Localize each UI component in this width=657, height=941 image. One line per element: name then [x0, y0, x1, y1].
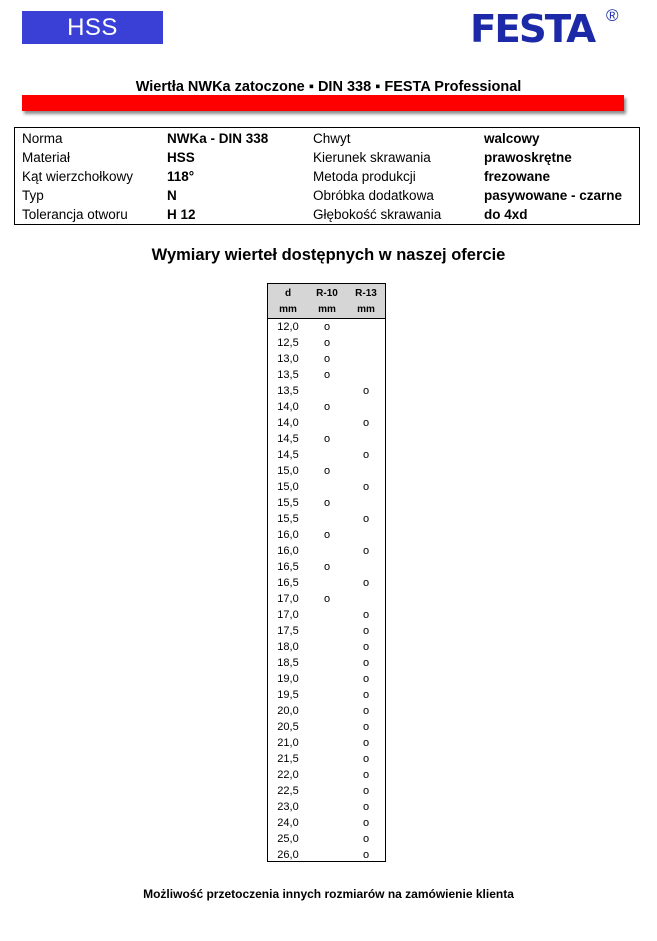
- spec-value: HSS: [167, 150, 195, 165]
- diameter-cell: 16,0: [277, 529, 299, 541]
- diameter-cell: 20,0: [277, 705, 299, 717]
- specifications-table: [14, 127, 640, 225]
- r13-cell: o: [362, 705, 370, 717]
- table-row: [268, 479, 385, 495]
- diameter-cell: 18,5: [277, 657, 299, 669]
- table-row: [268, 447, 385, 463]
- spec-value: frezowane: [484, 169, 551, 184]
- table-row: [268, 607, 385, 623]
- table-row: [268, 623, 385, 639]
- spec-row: [15, 205, 639, 224]
- diameter-cell: 22,5: [277, 785, 299, 797]
- diameter-cell: 21,0: [277, 737, 299, 749]
- diameter-cell: 17,5: [277, 625, 299, 637]
- table-row: [268, 767, 385, 783]
- r13-cell: o: [362, 833, 370, 845]
- spec-label: Metoda produkcji: [313, 169, 416, 184]
- diameter-cell: 26,0: [277, 849, 299, 861]
- spec-value: prawoskrętne: [484, 150, 572, 165]
- table-row: [268, 671, 385, 687]
- spec-label: Materiał: [22, 150, 71, 165]
- table-row: [268, 831, 385, 847]
- r13-cell: o: [362, 849, 370, 861]
- diameter-cell: 17,0: [277, 593, 299, 605]
- r13-cell: o: [362, 481, 370, 493]
- table-row: [268, 463, 385, 479]
- spec-label: Typ: [22, 188, 44, 203]
- diameter-cell: 21,5: [277, 753, 299, 765]
- diameter-cell: 23,0: [277, 801, 299, 813]
- header-r10: R-10: [316, 288, 338, 299]
- r10-cell: o: [323, 337, 331, 349]
- r13-cell: o: [362, 577, 370, 589]
- table-row: [268, 655, 385, 671]
- r13-cell: o: [362, 449, 370, 461]
- table-row: [268, 799, 385, 815]
- table-row: [268, 719, 385, 735]
- r10-cell: o: [323, 465, 331, 477]
- table-row: [268, 527, 385, 543]
- diameter-cell: 25,0: [277, 833, 299, 845]
- diameter-cell: 12,0: [277, 321, 299, 333]
- r13-cell: o: [362, 545, 370, 557]
- r10-cell: o: [323, 353, 331, 365]
- spec-value: do 4xd: [484, 207, 528, 222]
- diameter-cell: 16,0: [277, 545, 299, 557]
- table-row: [268, 367, 385, 383]
- r13-cell: o: [362, 641, 370, 653]
- r13-cell: o: [362, 689, 370, 701]
- table-row: [268, 591, 385, 607]
- table-row: [268, 847, 385, 863]
- table-row: [268, 431, 385, 447]
- spec-row: [15, 167, 639, 186]
- diameter-cell: 14,0: [277, 417, 299, 429]
- r13-cell: o: [362, 721, 370, 733]
- table-row: [268, 735, 385, 751]
- diameter-cell: 15,0: [277, 481, 299, 493]
- r10-cell: o: [323, 401, 331, 413]
- r13-cell: o: [362, 417, 370, 429]
- spec-row: [15, 148, 639, 167]
- diameter-cell: 15,5: [277, 513, 299, 525]
- dimensions-table: [267, 283, 386, 862]
- r13-cell: o: [362, 513, 370, 525]
- diameter-cell: 24,0: [277, 817, 299, 829]
- table-row: [268, 319, 385, 335]
- diameter-cell: 15,5: [277, 497, 299, 509]
- r10-cell: o: [323, 433, 331, 445]
- table-row: [268, 335, 385, 351]
- table-row: [268, 399, 385, 415]
- r10-cell: o: [323, 321, 331, 333]
- spec-row: [15, 186, 639, 205]
- diameter-cell: 13,5: [277, 385, 299, 397]
- spec-value: NWKa - DIN 338: [167, 131, 269, 146]
- spec-label: Norma: [22, 131, 63, 146]
- footer-note: Możliwość przetoczenia innych rozmiarów na zamówienie klienta: [143, 887, 514, 901]
- table-row: [268, 703, 385, 719]
- r10-cell: o: [323, 593, 331, 605]
- table-row: [268, 559, 385, 575]
- r13-cell: o: [362, 385, 370, 397]
- festa-logo: [470, 6, 630, 50]
- title-underline-bar: [22, 95, 624, 111]
- diameter-cell: 12,5: [277, 337, 299, 349]
- table-row: [268, 383, 385, 399]
- table-row: [268, 543, 385, 559]
- r13-cell: o: [362, 817, 370, 829]
- header-r10-unit: mm: [318, 304, 336, 315]
- table-row: [268, 783, 385, 799]
- diameter-cell: 14,5: [277, 433, 299, 445]
- spec-value: N: [167, 188, 177, 203]
- r13-cell: o: [362, 753, 370, 765]
- diameter-cell: 14,0: [277, 401, 299, 413]
- table-row: [268, 351, 385, 367]
- r10-cell: o: [323, 369, 331, 381]
- logo-wordmark: FESTA: [470, 7, 595, 51]
- r10-cell: o: [323, 561, 331, 573]
- r10-cell: o: [323, 497, 331, 509]
- diameter-cell: 20,5: [277, 721, 299, 733]
- diameter-cell: 18,0: [277, 641, 299, 653]
- spec-value: pasywowane - czarne: [484, 188, 623, 203]
- r13-cell: o: [362, 657, 370, 669]
- r13-cell: o: [362, 785, 370, 797]
- diameter-cell: 16,5: [277, 577, 299, 589]
- spec-value: walcowy: [484, 131, 540, 146]
- header-r13-unit: mm: [357, 304, 375, 315]
- table-row: [268, 815, 385, 831]
- diameter-cell: 22,0: [277, 769, 299, 781]
- r13-cell: o: [362, 609, 370, 621]
- spec-label: Kierunek skrawania: [313, 150, 431, 165]
- spec-label: Chwyt: [313, 131, 351, 146]
- diameter-cell: 17,0: [277, 609, 299, 621]
- spec-value: 118°: [167, 169, 195, 184]
- diameter-cell: 13,5: [277, 369, 299, 381]
- dimensions-heading: Wymiary wierteł dostępnych w naszej ofercie: [151, 246, 506, 264]
- header-r13: R-13: [355, 288, 377, 299]
- r10-cell: o: [323, 529, 331, 541]
- diameter-cell: 13,0: [277, 353, 299, 365]
- diameter-cell: 19,5: [277, 689, 299, 701]
- table-row: [268, 639, 385, 655]
- table-row: [268, 751, 385, 767]
- table-header: [268, 284, 385, 319]
- r13-cell: o: [362, 625, 370, 637]
- material-badge: HSS: [22, 11, 163, 44]
- spec-label: Tolerancja otworu: [22, 207, 128, 222]
- spec-label: Kąt wierzchołkowy: [22, 169, 134, 184]
- spec-label: Obróbka dodatkowa: [313, 188, 434, 203]
- spec-row: [15, 129, 639, 148]
- table-row: [268, 575, 385, 591]
- spec-label: Głębokość skrawania: [313, 207, 442, 222]
- r13-cell: o: [362, 737, 370, 749]
- r13-cell: o: [362, 801, 370, 813]
- table-row: [268, 495, 385, 511]
- diameter-cell: 19,0: [277, 673, 299, 685]
- document-title: Wiertła NWKa zatoczone ▪ DIN 338 ▪ FESTA Professional: [135, 79, 522, 95]
- diameter-cell: 16,5: [277, 561, 299, 573]
- spec-value: H 12: [167, 207, 196, 222]
- diameter-cell: 15,0: [277, 465, 299, 477]
- registered-mark: ®: [606, 6, 619, 25]
- table-row: [268, 511, 385, 527]
- r13-cell: o: [362, 673, 370, 685]
- header-diameter: d: [284, 288, 292, 299]
- diameter-cell: 14,5: [277, 449, 299, 461]
- table-row: [268, 415, 385, 431]
- r13-cell: o: [362, 769, 370, 781]
- header-diameter-unit: mm: [279, 304, 297, 315]
- table-row: [268, 687, 385, 703]
